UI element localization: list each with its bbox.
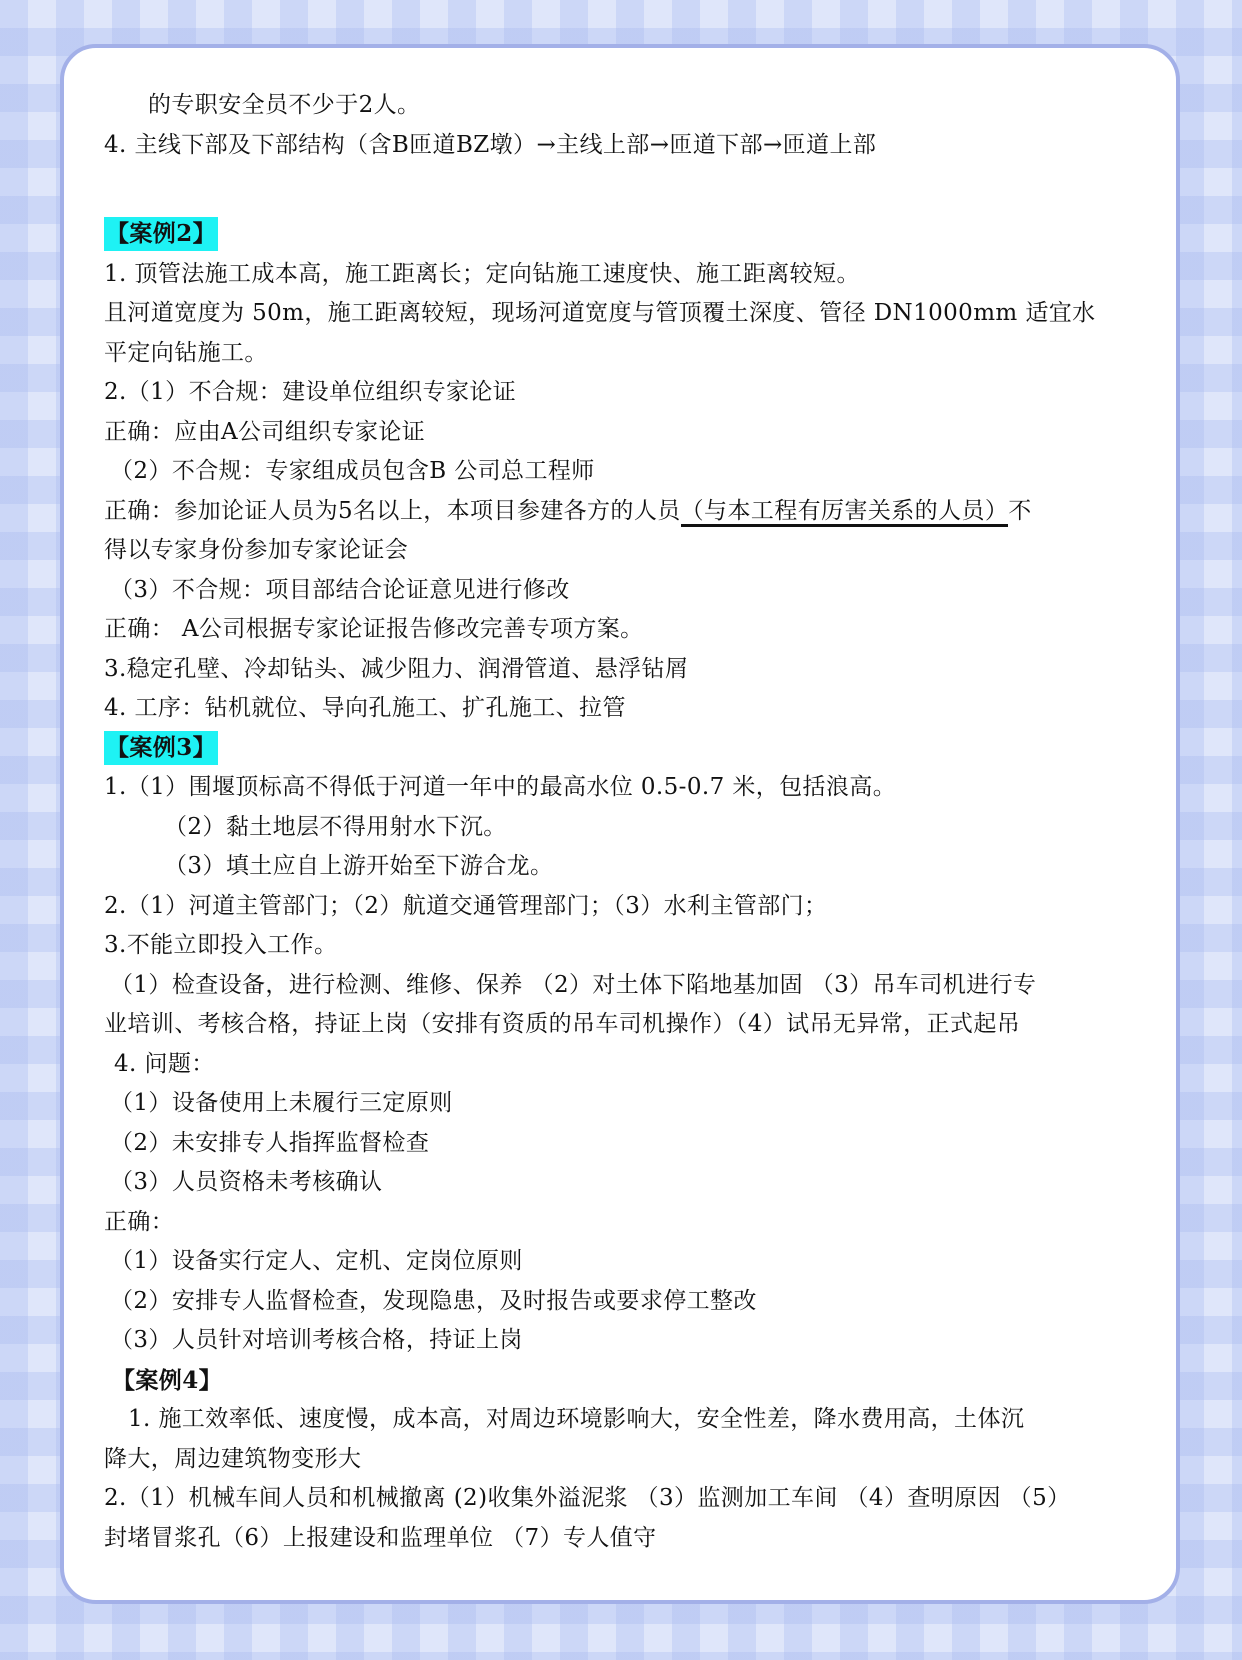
text-line: 4. 主线下部及下部结构（含B匝道BZ墩）→主线上部→匝道下部→匝道上部 xyxy=(104,131,877,158)
text-line: （2）黏土地层不得用射水下沉。 xyxy=(164,813,507,840)
text-line: 正确： A公司根据专家论证报告修改完善专项方案。 xyxy=(104,616,644,642)
text-line: 正确：应由A公司组织专家论证 xyxy=(104,418,426,445)
text-line: （2）不合规：专家组成员包含B 公司总工程师 xyxy=(110,458,595,484)
text-line: 1.（1）围堰顶标高不得低于河道一年中的最高水位 0.5-0.7 米，包括浪高。 xyxy=(104,774,897,800)
text-line: 正确： xyxy=(104,1208,175,1235)
text-line: 2.（1）河道主管部门；（2）航道交通管理部门；（3）水利主管部门； xyxy=(104,892,828,919)
document-card xyxy=(60,44,1180,1604)
text-line: 2.（1）机械车间人员和机械撤离 (2)收集外溢泥浆 （3）监测加工车间 （4）查明原因 （5） xyxy=(104,1485,1071,1511)
text-line: 且河道宽度为 50m，施工距离较短，现场河道宽度与管顶覆土深度、管径 DN1000mm 适宜水 xyxy=(104,300,1096,326)
text-line: 3.稳定孔壁、冷却钻头、减少阻力、润滑管道、悬浮钻屑 xyxy=(104,655,689,682)
text-line: （3）人员资格未考核确认 xyxy=(110,1169,383,1195)
section-heading-case-4 xyxy=(104,1361,1164,1401)
text-line: 3.不能立即投入工作。 xyxy=(104,932,338,958)
text-line: （2）未安排专人指挥监督检查 xyxy=(110,1129,430,1156)
highlight-tag: 【案例2】 xyxy=(104,217,218,251)
text-line: （3）填土应自上游开始至下游合龙。 xyxy=(164,853,554,879)
text-line: 4. 问题： xyxy=(114,1050,215,1077)
text-line: （1）设备实行定人、定机、定岗位原则 xyxy=(110,1248,523,1274)
section-heading-case-2 xyxy=(104,215,1164,255)
document-content xyxy=(104,86,1164,1558)
text-line: （1）设备使用上未履行三定原则 xyxy=(110,1090,453,1116)
underlined-text: （与本工程有厉害关系的人员） xyxy=(681,498,1009,527)
text-line: 2.（1）不合规：建设单位组织专家论证 xyxy=(104,379,517,405)
heading-text: 【案例4】 xyxy=(112,1366,223,1394)
text-line: 的专职安全员不少于2人。 xyxy=(148,92,421,118)
section-heading-case-3 xyxy=(104,729,1164,769)
text-line: （2）安排专人监督检查，发现隐患，及时报告或要求停工整改 xyxy=(110,1287,757,1314)
text-line: 1. 顶管法施工成本高，施工距离长；定向钻施工速度快、施工距离较短。 xyxy=(104,260,860,287)
text-line: 封堵冒浆孔（6）上报建设和监理单位 （7）专人值守 xyxy=(104,1524,657,1551)
text-line-with-underline xyxy=(104,492,1164,532)
highlight-tag: 【案例3】 xyxy=(104,731,218,765)
text-line: （1）检查设备，进行检测、维修、保养 （2）对土体下陷地基加固 （3）吊车司机进行专 xyxy=(110,971,1037,998)
text-line: 降大，周边建筑物变形大 xyxy=(104,1445,362,1472)
text-line: （3）不合规：项目部结合论证意见进行修改 xyxy=(110,576,570,603)
text-fragment: 不 xyxy=(1008,497,1032,524)
spacer xyxy=(104,165,1164,215)
text-line: 业培训、考核合格，持证上岗（安排有资质的吊车司机操作）（4）试吊无异常，正式起吊 xyxy=(104,1011,1021,1037)
text-line: 平定向钻施工。 xyxy=(104,339,268,366)
text-line: 得以专家身份参加专家论证会 xyxy=(104,537,409,563)
text-line: （3）人员针对培训考核合格，持证上岗 xyxy=(110,1327,523,1353)
text-fragment: 正确：参加论证人员为5名以上，本项目参建各方的人员 xyxy=(104,497,681,524)
text-line: 1. 施工效率低、速度慢，成本高，对周边环境影响大，安全性差，降水费用高，土体沉 xyxy=(128,1406,1025,1432)
text-line: 4. 工序：钻机就位、导向孔施工、扩孔施工、拉管 xyxy=(104,695,626,721)
